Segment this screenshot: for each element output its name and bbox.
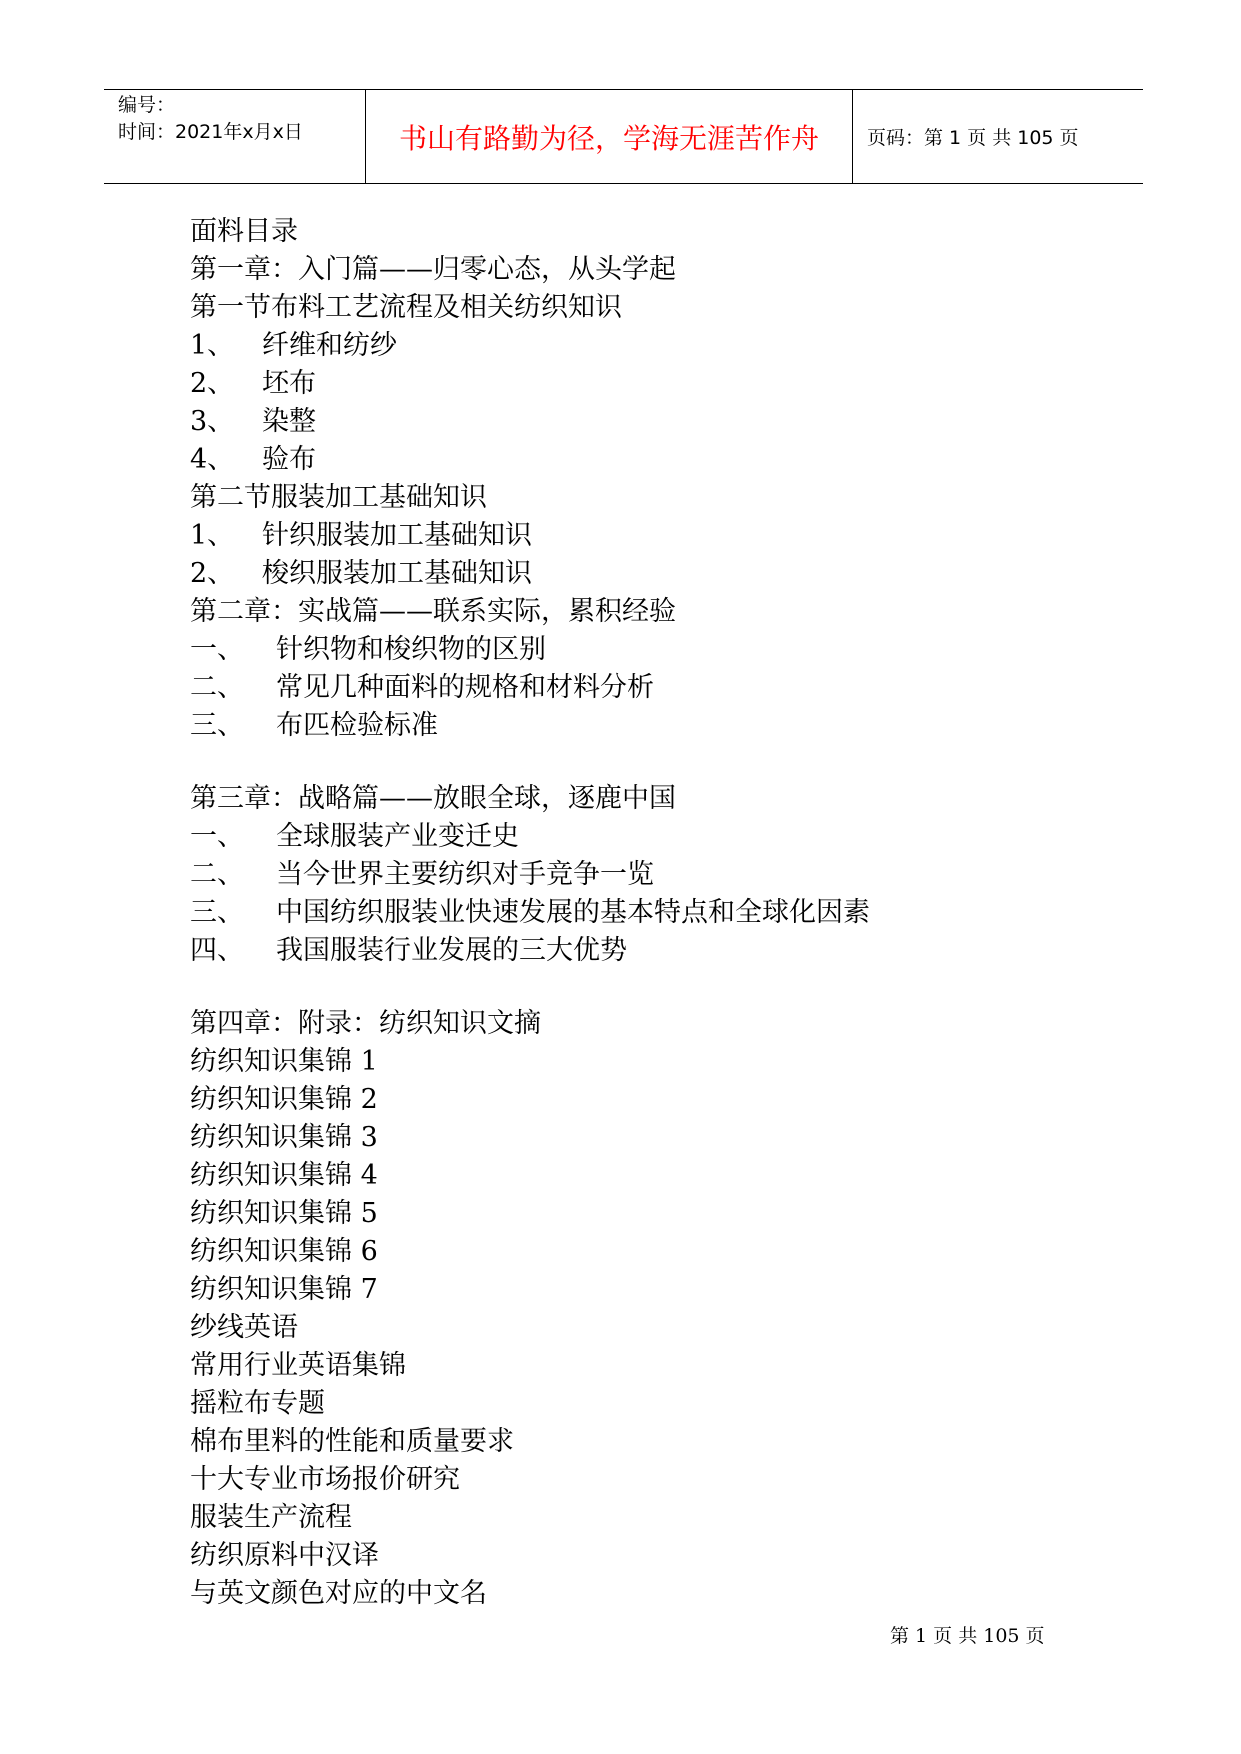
toc-entry-text: 纺织知识集锦 5: [190, 1198, 378, 1229]
toc-entry: [190, 1309, 1150, 1347]
toc-entry-text: 坯布: [262, 368, 316, 399]
toc-entry: [190, 365, 1150, 403]
toc-entry-text: 第二章：实战篇——联系实际，累积经验: [190, 596, 676, 627]
toc-entry-text: 纺织知识集锦 1: [190, 1046, 378, 1077]
toc-entry: [190, 1537, 1150, 1575]
toc-entry-text: 纺织知识集锦 3: [190, 1122, 378, 1153]
toc-entry-number: 1、: [190, 330, 235, 361]
toc-entry: [190, 1347, 1150, 1385]
toc-entry: [190, 441, 1150, 479]
header-meta-cell: [104, 90, 366, 183]
toc-entry: [190, 669, 1150, 707]
toc-entry-text: 第一章：入门篇——归零心态，从头学起: [190, 254, 676, 285]
document-header-table: [104, 89, 1143, 184]
toc-entry-text: 第一节布料工艺流程及相关纺织知识: [190, 292, 622, 323]
toc-entry-text: 布匹检验标准: [276, 710, 438, 741]
toc-entry: [190, 327, 1150, 365]
toc-entry-number: 一、: [190, 821, 244, 852]
toc-entry-number: 四、: [190, 935, 244, 966]
toc-entry-text: 梭织服装加工基础知识: [262, 558, 532, 589]
toc-entry-number: 三、: [190, 710, 244, 741]
toc-entry: [190, 555, 1150, 593]
toc-entry: [190, 213, 1150, 251]
toc-spacer: [190, 745, 1150, 780]
toc-entry-number: 二、: [190, 672, 244, 703]
toc-entry: [190, 894, 1150, 932]
toc-entry-number: 3、: [190, 406, 235, 437]
toc-entry-text: 针织物和梭织物的区别: [276, 634, 546, 665]
toc-entry-text: 十大专业市场报价研究: [190, 1464, 460, 1495]
toc-entry: [190, 1195, 1150, 1233]
toc-entry-number: 1、: [190, 520, 235, 551]
toc-entry: [190, 1271, 1150, 1309]
toc-entry-text: 全球服装产业变迁史: [276, 821, 519, 852]
toc-entry-text: 纺织知识集锦 6: [190, 1236, 378, 1267]
toc-entry: [190, 479, 1150, 517]
toc-entry: [190, 1423, 1150, 1461]
toc-entry-text: 我国服装行业发展的三大优势: [276, 935, 627, 966]
toc-entry: [190, 1385, 1150, 1423]
toc-entry-number: 二、: [190, 859, 244, 890]
table-of-contents: [190, 213, 1150, 1613]
toc-entry-text: 服装生产流程: [190, 1502, 352, 1533]
toc-entry: [190, 1233, 1150, 1271]
toc-entry: [190, 1081, 1150, 1119]
toc-entry-text: 纺织知识集锦 7: [190, 1274, 378, 1305]
toc-entry: [190, 856, 1150, 894]
document-time-label: 时间：2021年x月x日: [118, 121, 303, 143]
toc-entry-text: 第三章：战略篇——放眼全球，逐鹿中国: [190, 783, 676, 814]
toc-entry: [190, 631, 1150, 669]
toc-entry-number: 2、: [190, 558, 235, 589]
toc-entry: [190, 780, 1150, 818]
toc-entry-text: 棉布里料的性能和质量要求: [190, 1426, 514, 1457]
toc-entry-text: 常用行业英语集锦: [190, 1350, 406, 1381]
toc-entry: [190, 818, 1150, 856]
toc-entry: [190, 707, 1150, 745]
toc-entry: [190, 251, 1150, 289]
toc-entry: [190, 593, 1150, 631]
toc-entry-number: 一、: [190, 634, 244, 665]
toc-entry-text: 与英文颜色对应的中文名: [190, 1578, 487, 1609]
toc-entry: [190, 403, 1150, 441]
toc-entry: [190, 1461, 1150, 1499]
toc-entry-number: 4、: [190, 444, 235, 475]
toc-entry: [190, 289, 1150, 327]
toc-entry: [190, 1043, 1150, 1081]
toc-entry-text: 摇粒布专题: [190, 1388, 325, 1419]
toc-entry-text: 针织服装加工基础知识: [262, 520, 532, 551]
toc-spacer: [190, 970, 1150, 1005]
toc-entry-number: 2、: [190, 368, 235, 399]
toc-entry-text: 纺织知识集锦 4: [190, 1160, 378, 1191]
toc-entry-text: 纤维和纺纱: [262, 330, 397, 361]
toc-entry-text: 纱线英语: [190, 1312, 298, 1343]
header-page-number: 页码：第 1 页 共 105 页: [867, 127, 1079, 149]
toc-entry-text: 当今世界主要纺织对手竞争一览: [276, 859, 654, 890]
toc-entry: [190, 1005, 1150, 1043]
toc-entry: [190, 1119, 1150, 1157]
toc-entry-text: 第二节服装加工基础知识: [190, 482, 487, 513]
toc-entry: [190, 932, 1150, 970]
toc-entry-text: 验布: [262, 444, 316, 475]
toc-entry-text: 第四章：附录：纺织知识文摘: [190, 1008, 541, 1039]
toc-entry-text: 常见几种面料的规格和材料分析: [276, 672, 654, 703]
page-footer: 第 1 页 共 105 页: [890, 1625, 1045, 1647]
toc-entry: [190, 1157, 1150, 1195]
toc-entry: [190, 1499, 1150, 1537]
header-motto: 书山有路勤为径，学海无涯苦作舟: [366, 90, 853, 183]
toc-entry-number: 三、: [190, 897, 244, 928]
toc-entry-text: 纺织知识集锦 2: [190, 1084, 378, 1115]
toc-entry-text: 纺织原料中汉译: [190, 1540, 379, 1571]
toc-entry-text: 面料目录: [190, 216, 298, 247]
document-number-label: 编号：: [118, 94, 176, 116]
toc-entry: [190, 1575, 1150, 1613]
toc-entry-text: 中国纺织服装业快速发展的基本特点和全球化因素: [276, 897, 870, 928]
toc-entry-text: 染整: [262, 406, 316, 437]
toc-entry: [190, 517, 1150, 555]
